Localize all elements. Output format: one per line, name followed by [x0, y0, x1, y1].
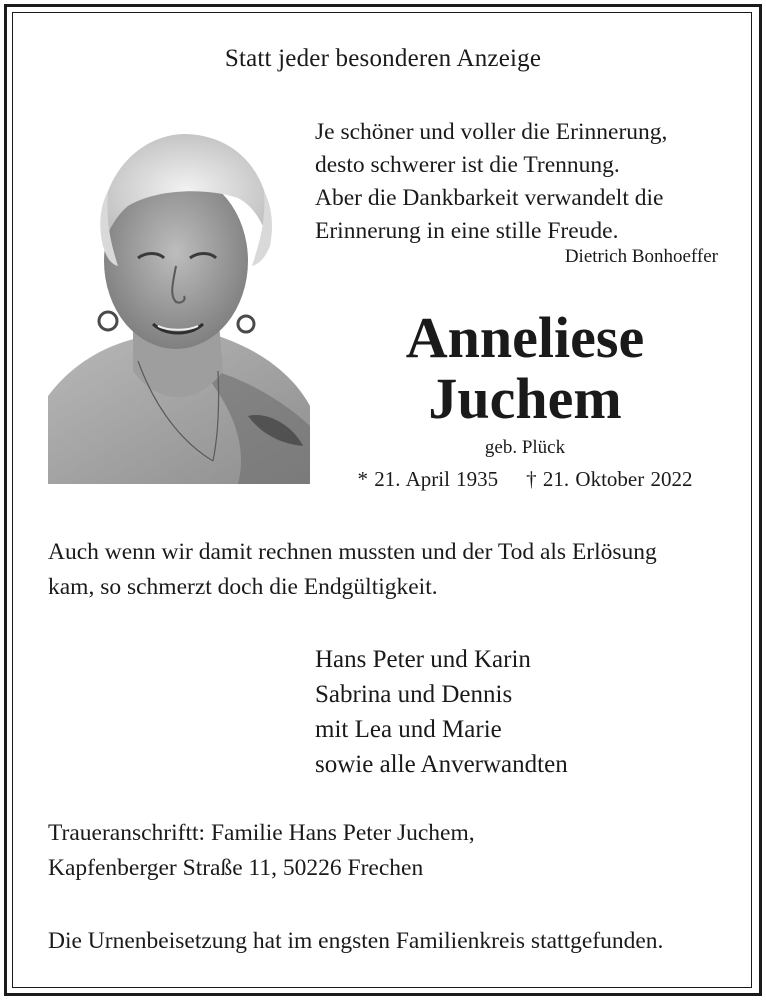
deceased-last-name: Juchem [428, 366, 622, 431]
address-line: Traueranschriftt: Familie Hans Peter Juchem, [48, 820, 475, 846]
quote-line: Erinnerung in eine stille Freude. [315, 218, 619, 244]
address-line: Kapfenberger Straße 11, 50226 Frechen [48, 855, 424, 881]
life-dates [330, 467, 720, 492]
announcement-header: Statt jeder besonderen Anzeige [224, 45, 542, 72]
portrait-image [48, 126, 310, 484]
quote-author: Dietrich Bonhoeffer [564, 246, 718, 267]
mourners-list [315, 642, 568, 782]
mourner-line: Hans Peter und Karin [315, 646, 531, 673]
deceased-first-name: Anneliese [405, 305, 645, 370]
mourning-address [48, 816, 738, 886]
death-date: † 21. Oktober 2022 [526, 467, 693, 491]
portrait-photo [48, 126, 310, 484]
condolence-message [48, 535, 738, 605]
burial-notice: Die Urnenbeisetzung hat im engsten Familienkreis stattgefunden. [48, 928, 664, 954]
birth-date: * 21. April 1935 [357, 467, 499, 491]
mourner-line: Sabrina und Dennis [315, 681, 513, 708]
message-line: kam, so schmerzt doch die Endgültigkeit. [48, 574, 438, 600]
birth-name: geb. Plück [484, 437, 566, 458]
quote-line: desto schwerer ist die Trennung. [315, 152, 620, 178]
mourner-line: mit Lea und Marie [315, 716, 502, 743]
quote [315, 116, 735, 248]
mourner-line: sowie alle Anverwandten [315, 751, 568, 778]
message-line: Auch wenn wir damit rechnen mussten und der Tod als Erlösung [48, 539, 657, 565]
quote-line: Aber die Dankbarkeit verwandelt die [315, 185, 664, 211]
quote-line: Je schöner und voller die Erinnerung, [315, 119, 668, 145]
